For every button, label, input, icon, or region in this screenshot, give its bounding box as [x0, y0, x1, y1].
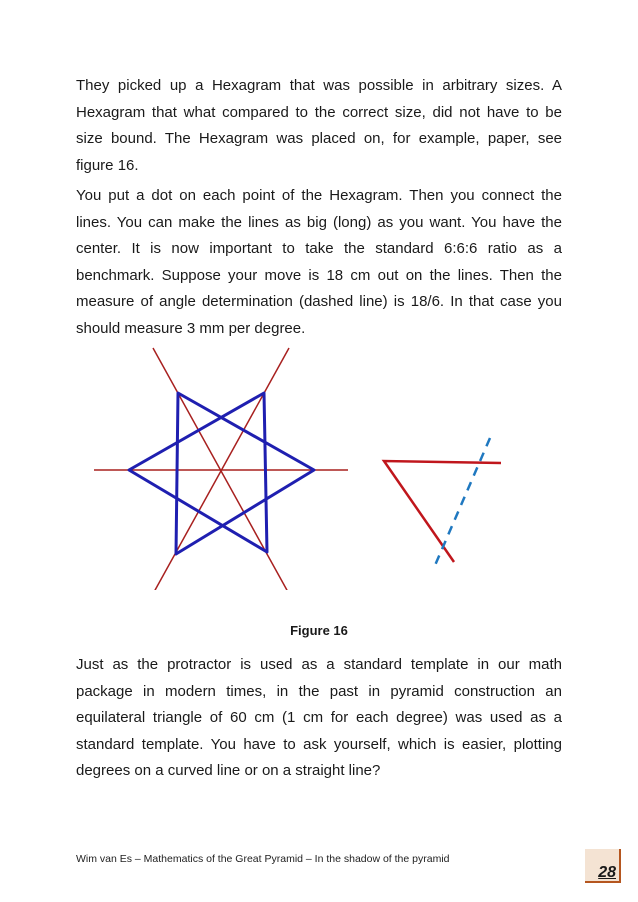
diagonal-line-2: [154, 348, 289, 590]
hexagram-triangle-down: [129, 393, 267, 552]
paragraph-2: You put a dot on each point of the Hexagram. Then you connect the lines. You can make the lines as big (long) as you want. You have the center. It is now important to take the standard 6:6:6 ratio as a benchmark. Suppose your move is 18 cm out on the lines. Then the measure of angle determination (dashed line) is 18/6. In that case you should measure 3 mm per degree.: [76, 187, 562, 337]
figure-16-drawing: [80, 340, 520, 590]
page-footer: Wim van Es – Mathematics of the Great Pyramid – In the shadow of the pyramid: [76, 853, 450, 865]
paragraph-3: Just as the protractor is used as a standard template in our math package in modern times, in the past in pyramid construction an equilateral triangle of 60 cm (1 cm for each degree) was used as a standard template. You have to ask yourself, which is easier, plotting degrees on a curved line or on a straight line?: [76, 656, 562, 779]
diagonal-line-1: [153, 348, 288, 590]
angle-template: [384, 438, 501, 570]
dashed-measure-line: [433, 438, 490, 570]
hexagram-shape: [129, 393, 314, 554]
hexagram-triangle-up: [176, 393, 314, 554]
figure-caption: Figure 16: [290, 623, 348, 638]
paragraph-1: They picked up a Hexagram that was possible in arbitrary sizes. A Hexagram that what compared to the correct size, did not have to be size bound. The Hexagram was placed on, for example, paper, see figure 16.: [76, 77, 562, 174]
page-number: 28: [598, 864, 616, 881]
page-number-badge: [585, 849, 621, 883]
